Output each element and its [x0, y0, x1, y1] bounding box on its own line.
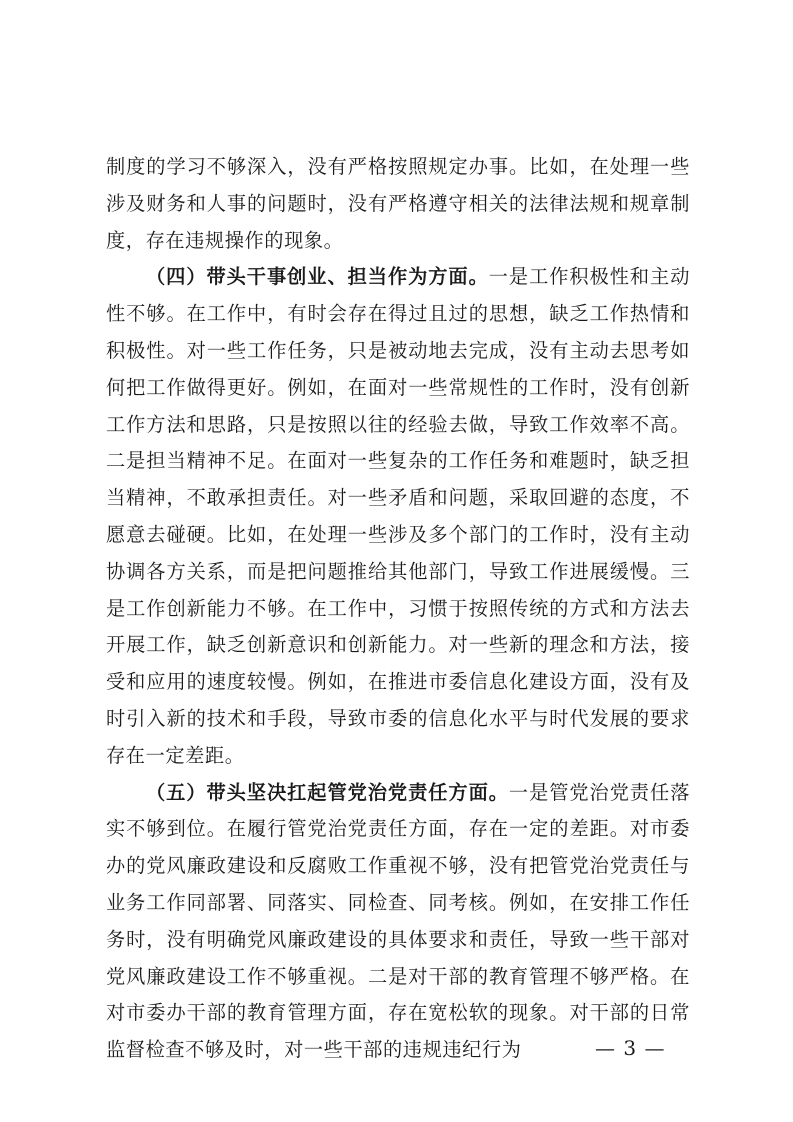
section-heading: （五）带头坚决扛起管党治党责任方面。	[146, 780, 509, 804]
paragraph-section-5	[106, 775, 690, 1069]
paragraph-text: 一是工作积极性和主动性不够。在工作中，有时会存在得过且过的思想，缺乏工作热情和积极性。对一些工作任务，只是被动地去完成，没有主动去思考如何把工作做得更好。例如，在面对一些常规性的工作时，没有创新工作方法和思路，只是按照以往的经验去做，导致工作效率不高。二是担当精神不足。在面对一些复杂的工作任务和难题时，缺乏担当精神，不敢承担责任。对一些矛盾和问题，采取回避的态度，不愿意去碰硬。比如，在处理一些涉及多个部门的工作时，没有主动协调各方关系，而是把问题推给其他部门，导致工作进展缓慢。三是工作创新能力不够。在工作中，习惯于按照传统的方式和方法去开展工作，缺乏创新意识和创新能力。对一些新的理念和方法，接受和应用的速度较慢。例如，在推进市委信息化建设方面，没有及时引入新的技术和手段，导致市委的信息化水平与时代发展的要求存在一定差距。	[106, 265, 691, 767]
paragraph-continuation	[106, 149, 690, 259]
page-number: — 3 —	[595, 1036, 666, 1060]
paragraph-section-4	[106, 259, 690, 774]
document-body	[106, 149, 690, 1069]
section-heading: （四）带头干事创业、担当作为方面。	[146, 265, 489, 289]
paragraph-text: 制度的学习不够深入，没有严格按照规定办事。比如，在处理一些涉及财务和人事的问题时，没有严格遵守相关的法律法规和规章制度，存在违规操作的现象。	[106, 155, 690, 252]
paragraph-text: 一是管党治党责任落实不够到位。在履行管党治党责任方面，存在一定的差距。对市委办的党风廉政建设和反腐败工作重视不够，没有把管党治党责任与业务工作同部署、同落实、同检查、同考核。例如，在安排工作任务时，没有明确党风廉政建设的具体要求和责任，导致一些干部对党风廉政建设工作不够重视。二是对干部的教育管理不够严格。在对市委办干部的教育管理方面，存在宽松软的现象。对干部的日常监督检查不够及时，对一些干部的违规违纪行为	[106, 780, 690, 1062]
